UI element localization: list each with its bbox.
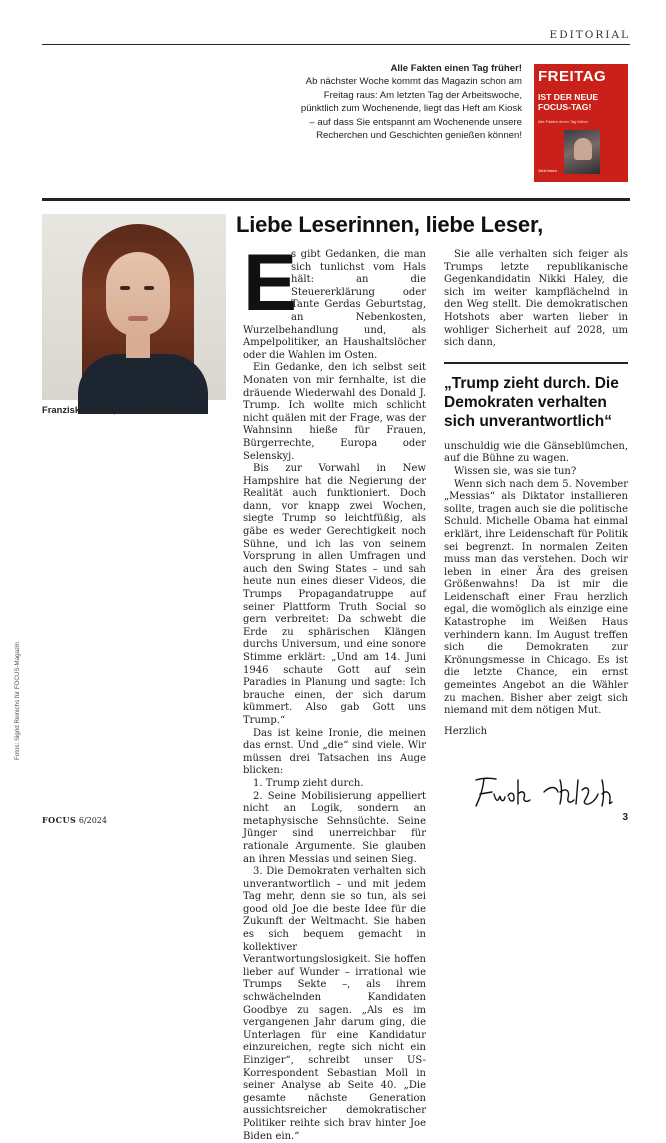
cover-portrait bbox=[574, 138, 592, 160]
paragraph-6: unschuldig wie die Gänseblümchen, auf die Bühne zu wagen. bbox=[444, 440, 628, 465]
promo-body: Ab nächster Woche kommt das Magazin schon am Freitag raus: Am letzten Tag der Arbeitswoche, pünktlich zum Wochenende, liegt das Heft am Kiosk – auf dass Sie entspannt am Wochenende unsere Recherchen und Geschichten genießen können! bbox=[300, 76, 522, 142]
cover-small-text: Alle Fakten einen Tag früher bbox=[538, 119, 588, 124]
paragraph-8: Wenn sich nach dem 5. November „Messias“ als Diktator installieren sollte, tragen auch sie die politische Schuld. Michelle Obama hat einmal erklärt, ihre Leidenschaft für Politik sei begrenzt. In normalen Zeiten muss man das verstehen. Doch wir leben in einer Ära des greisen Größenwahns! Da ist mir die Leidenschaft einer Frau herzlich egal, die womöglich als einzige eine Katastrophe im Weißen Haus verhindern kann. Im August treffen sich die Demokraten zur Krönungsmesse in Chicago. Es ist die letzte Chance, ein ernst gemeintes Angebot an die Wähler zu machen. Bisher aber zeigt sich niemand mit dem nötigen Mut. bbox=[444, 478, 628, 717]
promo-title: Alle Fakten einen Tag früher! bbox=[390, 63, 522, 74]
cover-bottom-text: Jetzt lesen bbox=[538, 168, 558, 173]
paragraph-4: Das ist keine Ironie, die meinen das ernst. Und „die“ sind viele. Wir müssen drei Tatsachen ins Auge blicken: bbox=[243, 727, 426, 777]
drop-cap: E bbox=[243, 238, 298, 328]
author-photo bbox=[42, 214, 226, 400]
cover-subtitle: IST DER NEUE FOCUS-TAG! bbox=[538, 92, 599, 112]
photo-credit: Fotos: Sigrid Reinichs für FOCUS-Magazin bbox=[14, 642, 21, 760]
header-rule bbox=[42, 44, 630, 45]
closing-greeting: Herzlich bbox=[444, 725, 488, 737]
page-title: Liebe Leserinnen, liebe Leser, bbox=[236, 212, 544, 237]
article-column-2 bbox=[444, 249, 628, 738]
footer-issue-number: 6/2024 bbox=[78, 816, 107, 825]
paragraph-7: Wissen sie, was sie tun? bbox=[454, 465, 577, 477]
signature-image bbox=[470, 772, 620, 812]
page-number: 3 bbox=[622, 812, 628, 823]
paragraph-2: Ein Gedanke, den ich selbst seit Monaten von mir fernhalte, ist die dräuende Wiederwahl des Donald J. Trump. Ich wollte mich schlicht nicht quälen mit der Frage, was der Wahnsinn hieße für Frauen, Bürgerrechte, Europa oder Selenskyj. bbox=[243, 362, 426, 462]
pull-quote: „Trump zieht durch. Die Demokraten verhalten sich unverantwortlich“ bbox=[444, 362, 628, 431]
paragraph-1: E s gibt Gedanken, die man sich tunlichst vom Hals hält: an die Steuererklärung oder Tante Gerdas Geburtstag, an Nebenkosten, Wurzelbehandlung und, als Ampelpolitiker, an Haushaltslöcher oder die Wahlen im Osten. bbox=[243, 238, 426, 361]
list-item-1: 1. Trump zieht durch. bbox=[253, 777, 364, 789]
magazine-cover-image bbox=[534, 64, 628, 182]
paragraph-5: Sie alle verhalten sich feiger als Trumps letzte republikanische Gegenkandidatin Nikki Haley, die sich im weiter kampflächelnd in den Weg stellt. Die demokratischen Hotshots aber warten lieber in wohliger Sicherheit auf 2028, um sich dann, bbox=[444, 249, 628, 349]
list-item-3: 3. Die Demokraten verhalten sich unverantwortlich – und mit jedem Tag mehr, denn sie so tun, als sei good old Joe die beste Idee für die Zukunft der Weltmacht. Sie haben es sich bequem gemacht in kollektiver Verantwortungslosigkeit. Sie hoffen lieber auf Wunder – irrational wie Trumps Sekte –, als ihrem schwächelnden Kandidaten Goodbye zu sagen. „Als es im vergangenen Jahr darum ging, die Unterlagen für eine Kandidatur einzureichen, regte sich nicht ein Einziger“, schreibt unser US-Korrespondent Sebastian Moll in seiner Analyse ab Seite 40. „Die gesamte nächste Generation aussichtsreicher demokratischer Politiker reihte sich brav hinter Joe Biden ein.“ bbox=[243, 866, 426, 1142]
footer-magazine: FOCUS bbox=[42, 815, 77, 825]
footer-issue bbox=[42, 815, 107, 825]
section-label: EDITORIAL bbox=[549, 29, 630, 41]
photo-caption: Franziska Reich, Chefredakteurin bbox=[42, 404, 191, 415]
section-divider bbox=[42, 198, 630, 201]
paragraph-3: Bis zur Vorwahl in New Hampshire hat die Negierung der Realität auch funktioniert. Doch dann, vor knapp zwei Wochen, siegte Trump so leichtfüßig, als gäbe es weder Gerechtigkeit noch Sühne, und ich las von seinem Vorsprung in allen Umfragen und auch den Swing States – und sah heute nun eines dieser Videos, die Trumps Propagandatruppe auf seiner Plattform Truth Social so gern verbreitet: Da schwebt die Erde zu sphärischen Klängen durchs Universum, und eine sonore Stimme erklärt: „Und am 14. Juni 1946 schaute Gott auf sein Paradies in Planung und sagte: Ich brauche einen, der sich darum kümmert. Also gab Gott uns Trump.“ bbox=[243, 463, 426, 726]
cover-title: FREITAG bbox=[538, 68, 607, 85]
list-item-2: 2. Seine Mobilisierung appelliert nicht an Logik, sondern an metaphysische Sehnsüchte. Seine Jünger sind unerreichbar für rationale Argumente. Sie glauben an ihren Messias und seinen Sieg. bbox=[243, 790, 426, 865]
article-column-1 bbox=[243, 238, 426, 1143]
promo-box bbox=[300, 62, 522, 142]
